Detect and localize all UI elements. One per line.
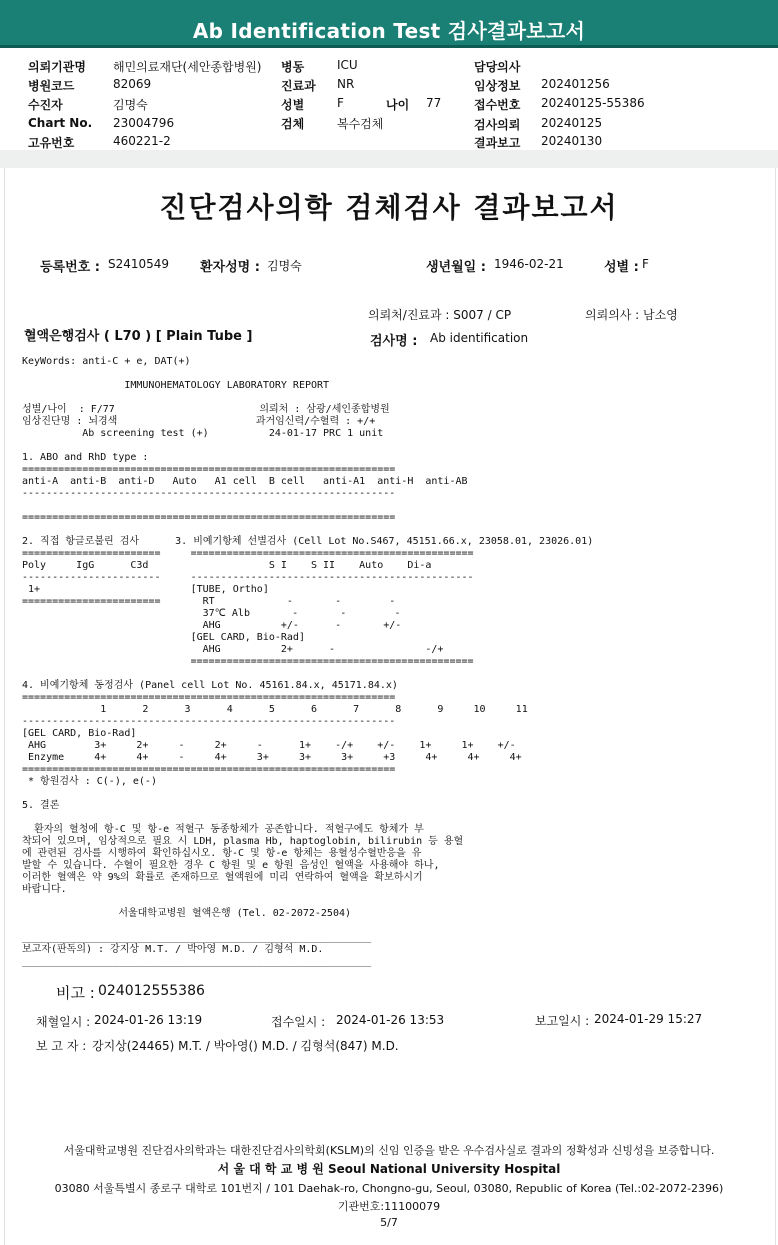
reg-label: 등록번호 : — [40, 260, 100, 275]
meta-label: 담당의사 — [474, 60, 521, 74]
requesting-doctor: 의뢰의사 : 남소영 — [585, 308, 678, 322]
meta-value: 복수검체 — [337, 117, 384, 131]
meta-value: 202401256 — [541, 77, 610, 91]
note-value: 024012555386 — [98, 983, 205, 999]
collect-value: 2024-01-26 13:19 — [94, 1013, 203, 1027]
meta-label: 임상정보 — [474, 79, 521, 93]
meta-label: Chart No. — [28, 116, 93, 130]
test-name-value: Ab identification — [430, 331, 529, 345]
sex-label: 성별 : — [604, 260, 639, 275]
meta-label: 병원코드 — [28, 79, 75, 93]
receive-value: 2024-01-26 13:53 — [336, 1013, 445, 1027]
institution-code: 기관번호:11100079 — [337, 1200, 441, 1213]
name-label: 환자성명 : — [200, 260, 260, 275]
meta-value: 20240125 — [541, 116, 603, 130]
meta-value: 82069 — [113, 77, 152, 91]
meta-label: 성별 — [281, 98, 305, 112]
report-title: 진단검사의학 검체검사 결과보고서 — [159, 191, 619, 224]
meta-value: 김명숙 — [113, 98, 148, 112]
note-label: 비고 : — [56, 984, 95, 1002]
meta-label: 나이 — [386, 98, 410, 112]
receive-label: 접수일시 : — [271, 1015, 326, 1029]
meta-label: 수진자 — [28, 98, 63, 112]
report-time-value: 2024-01-29 15:27 — [594, 1012, 703, 1026]
meta-label: 접수번호 — [474, 98, 521, 112]
meta-value: F — [337, 96, 344, 110]
meta-value: 77 — [426, 96, 442, 110]
certification-text: 서울대학교병원 진단검사의학과는 대한진단검사의학회(KSLM)의 신임 인증을 받은 우수검사실로 결과의 정확성과 신빙성을 보증합니다. — [63, 1144, 715, 1157]
meta-label: 검체 — [281, 117, 305, 131]
meta-label: 고유번호 — [28, 136, 75, 150]
meta-label: 결과보고 — [474, 136, 521, 150]
dob-value: 1946-02-21 — [494, 257, 564, 271]
reporter-label: 보 고 자 : — [36, 1039, 87, 1053]
hospital-name: 서 울 대 학 교 병 원 Seoul National University Hospital — [217, 1162, 561, 1176]
meta-value: 460221-2 — [113, 134, 171, 148]
meta-label: 진료과 — [281, 79, 316, 93]
reporter-value: 강지상(24465) M.T. / 박아영() M.D. / 김형석(847) M.D. — [92, 1039, 399, 1053]
meta-value: 23004796 — [113, 116, 175, 130]
report-header — [0, 0, 778, 48]
dept: 의뢰처/진료과 : S007 / CP — [368, 308, 512, 322]
section-divider — [0, 150, 778, 168]
reg-value: S2410549 — [108, 257, 170, 271]
meta-value: 20240125-55386 — [541, 96, 645, 110]
test-name-label: 검사명 : — [370, 334, 418, 349]
test-group: 혈액은행검사 ( L70 ) [ Plain Tube ] — [24, 329, 253, 344]
name-value: 김명숙 — [267, 259, 302, 273]
header-title: Ab Identification Test 검사결과보고서 — [192, 19, 586, 43]
collect-label: 채혈일시 : — [36, 1015, 91, 1029]
report-time-label: 보고일시 : — [535, 1014, 590, 1028]
dob-label: 생년월일 : — [426, 260, 486, 275]
result-text: KeyWords: anti-C + e, DAT(+) IMMUNOHEMATOLOGY LABORATORY REPORT 성별/나이 : F/77 의뢰처 : 삼광/세인종합병원 임상진단명 : 뇌경색 과거임신력/수혈력 : +/+ Ab screening test (+) 24-01-17 PRC 1 unit 1. ABO and RhD type : ============================================================== anti-A anti-B anti-D Auto A1 cell B cell anti-A1 anti-H anti-AB -------------------------------------------------------------- ============================================================== 2. 직접 항글로불린 검사 3. 비예기항체 선별검사 (Cell Lot No.S467, 45151.66.x, 23058.01, 23026.01) ======================= =============================================== Poly IgG C3d S I S II Auto Di-a ----------------------- ----------------------------------------------- 1+ [TUBE, Ortho] ======================= RT - - - 37℃ Alb - - - AHG +/- - +/- [GEL CARD, Bio-Rad] AHG 2+ - -/+ =============================================== 4. 비예기항체 동정검사 (Panel cell Lot No. 45161.84.x, 45171.84.x) ============================================================== 1 2 3 4 5 6 7 8 9 10 11 -------------------------------------------------------------- [GEL CARD, Bio-Rad] AHG 3+ 2+ - 2+ - 1+ -/+ +/- 1+ 1+ +/- Enzyme 4+ 4+ - 4+ 3+ 3+ 3+ +3 4+ 4+ 4+ ============================================================== * 항원검사 : C(-), e(-) 5. 결론 환자의 혈청에 항-C 및 항-e 적혈구 동종항체가 공존합니다. 적혈구에도 항체가 부 착되어 있으며, 임상적으로 필요 시 LDH, plasma Hb, haptoglobin, bilirubin 등 용혈 에 관련된 검사를 시행하여 확인하십시오. 항-C 및 항-e 항체는 용혈성수혈반응을 유 발할 수 있습니다. 수혈이 필요한 경우 C 항원 및 e 항원 음성인 혈액을 사용해야 하나, 이러한 혈액은 약 9%의 확률로 존재하므로 혈액원에 미리 연락하여 혈액을 확보하시기 바랍니다. 서울대학교병원 혈액은행 (Tel. 02-2072-2504) __________________________________________________________ 보고자(판독의) : 강지상 M.T. / 박아영 M.D. / 김형석 M.D. __________________________________________________________ — [22, 356, 594, 967]
hospital-address: 03080 서울특별시 종로구 대학로 101번지 / 101 Daehak-ro, Chongno-gu, Seoul, 03080, Republic of Korea (Tel.:02-2072-2396) — [54, 1182, 724, 1195]
meta-value: 해민의료재단(세안종합병원) — [113, 60, 262, 74]
meta-value: ICU — [337, 58, 358, 72]
meta-label: 검사의뢰 — [474, 118, 521, 132]
meta-label: 의뢰기관명 — [28, 60, 86, 74]
meta-value: NR — [337, 77, 355, 91]
meta-value: 20240130 — [541, 134, 603, 148]
sex-value: F — [642, 257, 649, 271]
page-number: 5/7 — [380, 1216, 398, 1229]
meta-label: 병동 — [281, 60, 305, 74]
